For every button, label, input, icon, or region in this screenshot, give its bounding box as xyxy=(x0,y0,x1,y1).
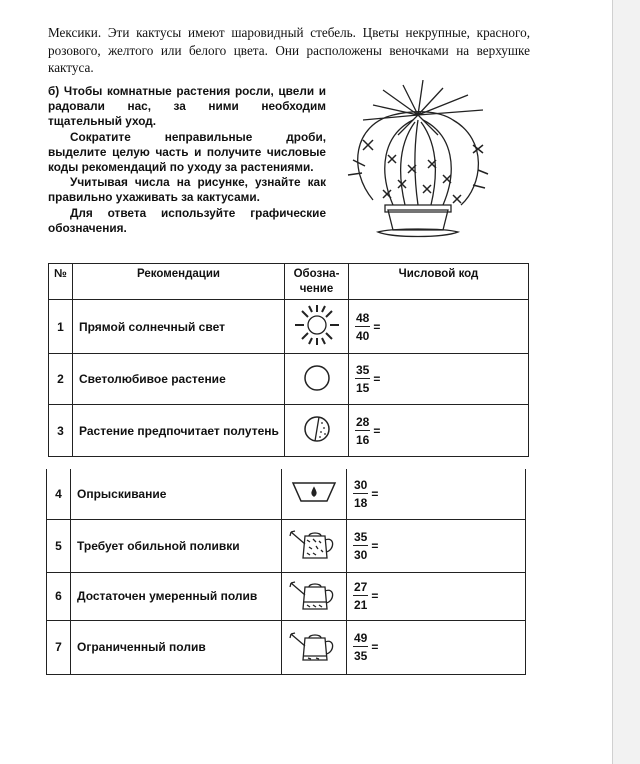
denominator: 15 xyxy=(356,381,370,395)
denominator: 16 xyxy=(356,432,370,447)
task-paragraph-1: б) Чтобы комнатные растения росли, цвели и радовали нас, за ними необходим тщательный уход. xyxy=(48,84,326,129)
row-number: 6 xyxy=(47,572,71,620)
header-recommendations: Рекомендации xyxy=(73,264,285,300)
row-number: 7 xyxy=(47,620,71,674)
task-text xyxy=(48,84,326,236)
row-number: 1 xyxy=(49,300,73,354)
row-sign xyxy=(285,354,349,405)
numerator: 27 xyxy=(354,580,368,594)
sun-icon xyxy=(289,337,345,351)
table-row xyxy=(47,519,526,572)
equals-sign: = xyxy=(373,372,381,386)
row-code xyxy=(347,469,526,519)
task-paragraph-4: Для ответа используйте графические обозначения. xyxy=(48,205,326,235)
recommendations-table-part-1 xyxy=(48,263,529,457)
circle-icon xyxy=(302,382,332,396)
row-sign xyxy=(282,620,347,674)
row-code xyxy=(349,354,529,405)
table-row xyxy=(47,469,526,519)
watering-can-full-icon xyxy=(289,551,339,565)
fraction xyxy=(353,580,368,612)
equals-sign: = xyxy=(371,538,379,553)
row-number: 2 xyxy=(49,354,73,405)
table-row xyxy=(49,300,529,354)
row-code xyxy=(347,519,526,572)
header-code: Числовой код xyxy=(349,264,529,300)
row-recommendation: Достаточен умеренный полив xyxy=(71,572,282,620)
numerator: 35 xyxy=(354,529,368,544)
denominator: 30 xyxy=(354,547,368,562)
row-number: 4 xyxy=(47,469,71,519)
fraction xyxy=(353,530,368,562)
cactus-illustration xyxy=(343,80,493,245)
denominator: 18 xyxy=(354,495,368,510)
task-paragraph-2: Сократите неправильные дроби, выделите целую часть и получите числовые коды рекомендаций по уходу за растениями. xyxy=(48,129,326,175)
equals-sign: = xyxy=(373,319,381,334)
row-code xyxy=(349,405,529,457)
row-code xyxy=(347,620,526,674)
watering-can-low-icon xyxy=(289,653,339,667)
row-recommendation: Требует обильной поливки xyxy=(71,519,282,572)
equals-sign: = xyxy=(371,486,379,501)
row-sign xyxy=(282,519,347,572)
equals-sign: = xyxy=(371,589,379,603)
row-sign xyxy=(285,300,349,354)
task-paragraph-3: Учитывая числа на рисунке, узнайте как правильно ухаживать за кактусами. xyxy=(48,175,326,205)
equals-sign: = xyxy=(373,423,381,438)
header-num: № xyxy=(49,264,73,300)
fraction xyxy=(355,311,370,343)
table-header-row xyxy=(49,264,529,300)
row-recommendation: Светолюбивое растение xyxy=(73,354,285,405)
row-code xyxy=(349,300,529,354)
numerator: 35 xyxy=(356,363,370,377)
numerator: 49 xyxy=(354,631,368,645)
fraction xyxy=(353,631,368,663)
header-sign: Обозна-чение xyxy=(285,264,349,300)
spray-bowl-icon xyxy=(291,494,337,508)
row-recommendation: Ограниченный полив xyxy=(71,620,282,674)
table-row xyxy=(49,354,529,405)
table-row xyxy=(49,405,529,457)
row-code xyxy=(347,572,526,620)
numerator: 28 xyxy=(356,414,370,429)
row-sign xyxy=(282,469,347,519)
numerator: 48 xyxy=(356,310,370,325)
row-sign xyxy=(285,405,349,457)
row-number: 5 xyxy=(47,519,71,572)
table-row xyxy=(47,572,526,620)
watering-can-medium-icon xyxy=(289,602,339,616)
row-recommendation: Опрыскивание xyxy=(71,469,282,519)
table-row xyxy=(47,620,526,674)
numerator: 30 xyxy=(354,477,368,492)
row-recommendation: Прямой солнечный свет xyxy=(73,300,285,354)
fraction xyxy=(355,363,370,395)
half-shade-icon xyxy=(302,433,332,447)
denominator: 21 xyxy=(354,598,368,612)
fraction xyxy=(353,478,368,510)
denominator: 35 xyxy=(354,649,368,663)
row-sign xyxy=(282,572,347,620)
row-number: 3 xyxy=(49,405,73,457)
intro-paragraph: Мексики. Эти кактусы имеют шаровидный стебель. Цветы некрупные, красного, розового, желтого или белого цвета. Они расположены веночками на верхушке кактуса. xyxy=(48,25,530,75)
recommendations-table-part-2 xyxy=(46,469,526,675)
row-recommendation: Растение предпочитает полутень xyxy=(73,405,285,457)
denominator: 40 xyxy=(356,328,370,343)
fraction xyxy=(355,415,370,447)
equals-sign: = xyxy=(371,640,379,654)
